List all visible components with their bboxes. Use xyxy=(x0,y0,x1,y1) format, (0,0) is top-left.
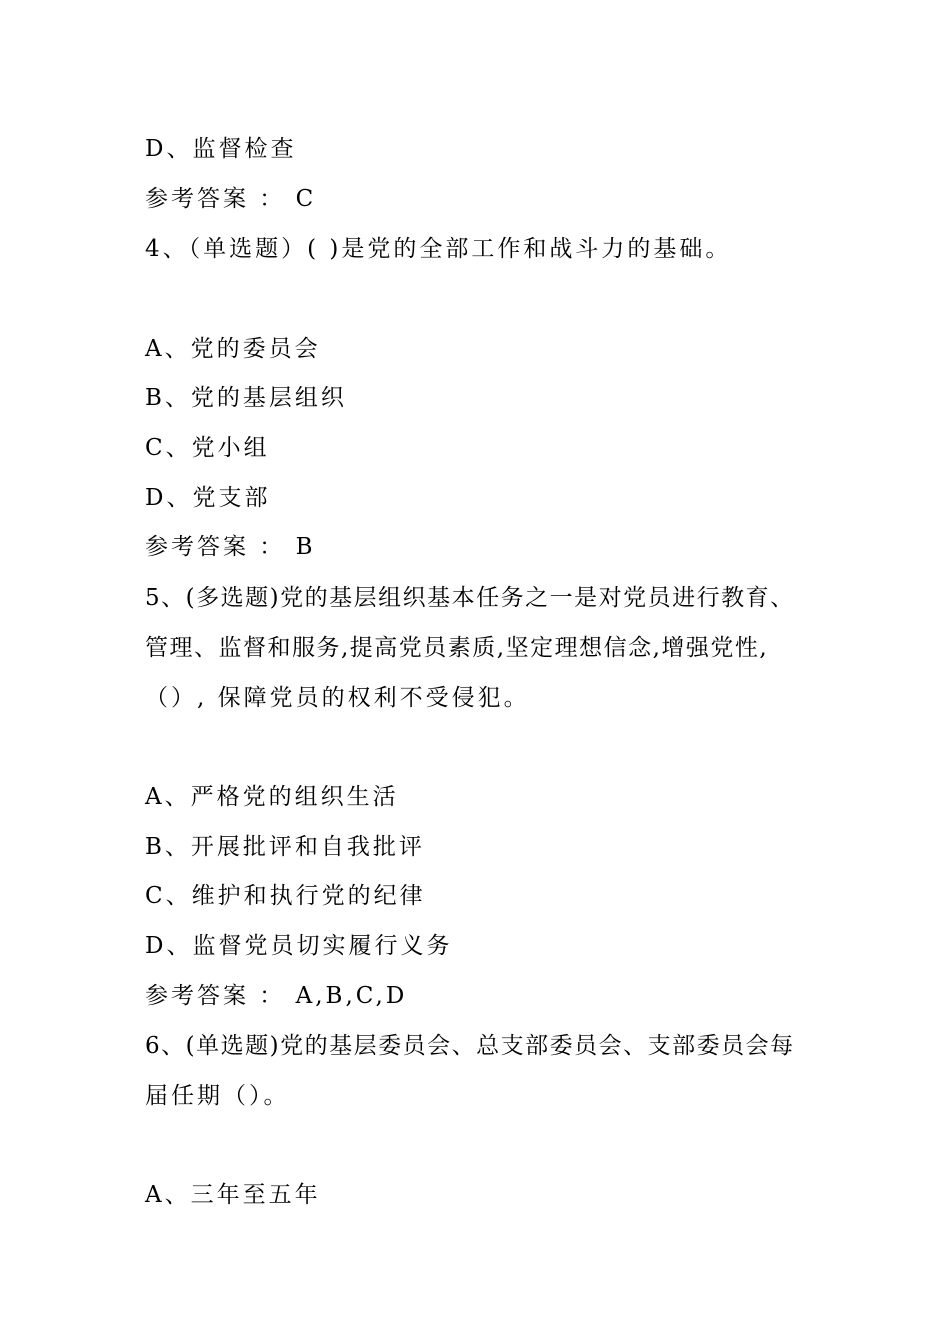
q4-option-c: C、党小组 xyxy=(145,435,270,461)
q4-question: 4、（单选题）( )是党的全部工作和战斗力的基础。 xyxy=(145,236,732,262)
q5-option-d: D、监督党员切实履行义务 xyxy=(145,933,453,959)
q6-question-line-1: 6、(单选题)党的基层委员会、总支部委员会、支部委员会每 xyxy=(145,1033,795,1059)
q5-question-line-2: 管理、监督和服务,提高党员素质,坚定理想信念,增强党性, xyxy=(145,635,769,661)
q3-answer: 参考答案 ： C xyxy=(145,186,317,212)
q4-answer: 参考答案 ： B xyxy=(145,534,316,560)
q5-option-a: A、严格党的组织生活 xyxy=(145,784,399,810)
q5-question-line-3: （）, 保障党员的权利不受侵犯。 xyxy=(145,685,530,711)
q4-option-a: A、党的委员会 xyxy=(145,336,321,362)
q5-answer: 参考答案 ： A,B,C,D xyxy=(145,983,408,1009)
q5-question-line-1: 5、(多选题)党的基层组织基本任务之一是对党员进行教育、 xyxy=(145,585,795,611)
q5-option-b: B、开展批评和自我批评 xyxy=(145,834,425,860)
q6-option-a: A、三年至五年 xyxy=(145,1182,321,1208)
q6-question-line-2: 届任期（）。 xyxy=(145,1083,290,1109)
q5-option-c: C、维护和执行党的纪律 xyxy=(145,883,426,909)
q4-option-b: B、党的基层组织 xyxy=(145,385,347,411)
q3-option-d: D、监督检查 xyxy=(145,136,297,162)
q4-option-d: D、党支部 xyxy=(145,485,271,511)
